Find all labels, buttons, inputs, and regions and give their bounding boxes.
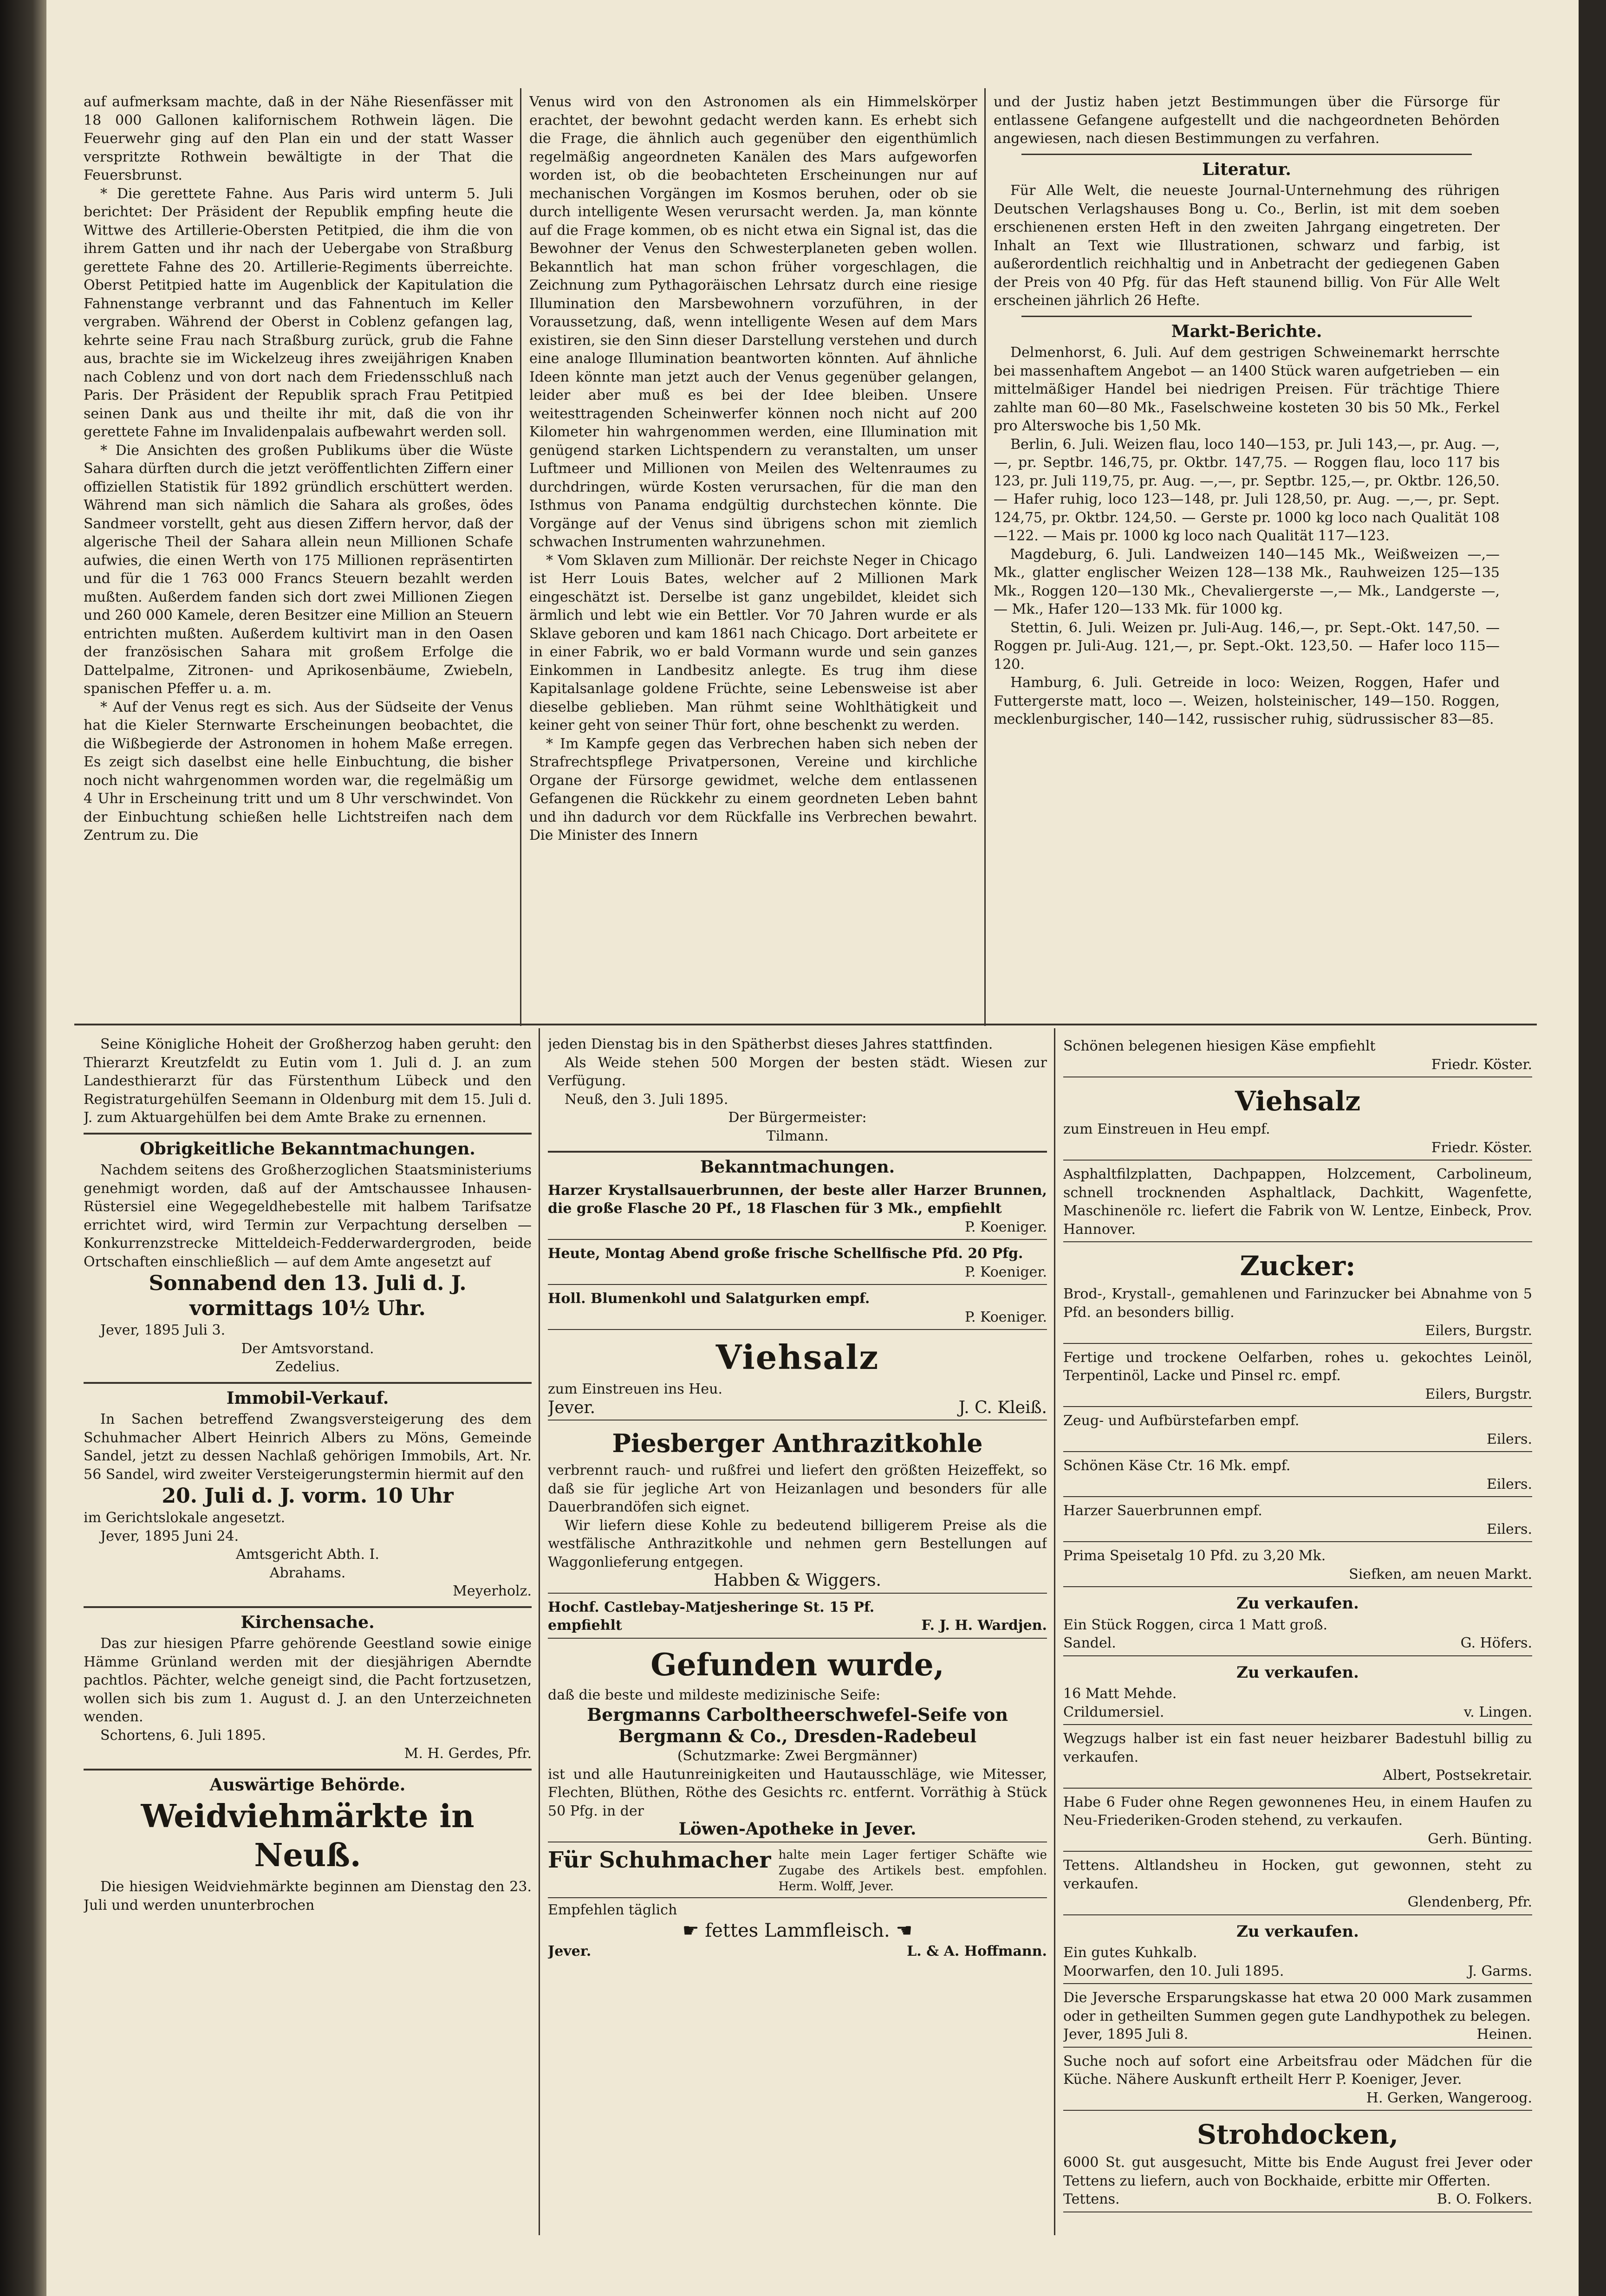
ad-footer [548,1942,1047,1961]
ad-text: Brod-, Krystall-, gemahlenen und Farinzucker bei Abnahme von 5 Pfd. an besonders billig. [1063,1286,1532,1321]
article-venus: * Auf der Venus regt es sich. Aus der Südseite der Venus hat die Kieler Sternwarte Erscheinungen beobachtet, die die Wißbegierde der Astronomen in hohem Maße erregen. Es zeigt sich daselbst eine helle Einbuchtung, die bisher noch nicht wahrgenommen worden war, die regelmäßig um 4 Uhr in Erscheinung tritt und um 8 Uhr verschwindet. Von der Einbuchtung schießen helle Lichtstreifen nach dem Zentrum zu. Die [84,699,513,843]
bottom-column-1 [84,1035,532,2251]
immobil-text: In Sachen betreffend Zwangsversteigerung des dem Schuhmacher Albert Heinrich Albers zu Möns, Gemeinde Sandel, jetzt zu dessen Nachlaß gehörigen Immobils, Art. Nr. 56 Sandel, wird zweiter Versteigerungstermin hiermit auf den [84,1411,532,1483]
ad-text: 16 Matt Mehde. [1063,1686,1177,1702]
kirchensache-sign: M. H. Gerdes, Pfr. [404,1745,532,1762]
ad-text: Schönen belegenen hiesigen Käse empfiehlt [1063,1038,1376,1054]
auswaertige-heading: Auswärtige Behörde. [209,1775,406,1795]
ad-heading: Viehsalz [715,1337,879,1377]
ad-blumenkohl [548,1288,1047,1330]
article-sklaven-millionaer: * Vom Sklaven zum Millionär. Der reichste Neger in Chicago ist Herr Louis Bates, welcher auf 2 Millionen Mark eingeschätzt ist. Derselbe ist ganz ungebildet, kleidet sich ärmlich und lebt wie ein Bettler. Vor 70 Jahren wurde er als Sklave geboren und kam 1861 nach Chicago. Dort arbeitete er in einer Fabrik, wo er bald Vormann wurde und sein ganzes Einkommen in Landbesitz anlegte. Es trug ihm diese Kapitalsanlage goldene Früchte, seine Lebensweise ist aber dieselbe geblieben. Man rühmt seine Wohlthätigkeit und keiner geht von seiner Thür fort, ohne beschenkt zu werden. [529,552,977,733]
ad-place: Jever. [548,1943,592,1959]
ad-footer [1063,1830,1532,1848]
classified-ad [1063,1987,1532,2048]
ad-sign: Eilers, Burgstr. [1425,1386,1532,1402]
classified-ad [1063,1728,1532,1789]
literatur-heading: Literatur. [1202,159,1291,179]
ad-sign: Glendenberg, Pfr. [1407,1894,1532,1910]
top-column-2 [529,93,977,1021]
classified-ad [1063,1590,1532,1656]
ad-footer [1063,2025,1532,2044]
ad-sign: Friedr. Köster. [1431,1139,1532,1156]
bekanntmachungen-heading: Bekanntmachungen. [700,1157,895,1177]
kirchensache-text: Das zur hiesigen Pfarre gehörende Geestland sowie einige Hämme Grünland werden mit der diesjährigen Aberndte pachtlos. Pächter, welche geneigt sind, die Pacht fortzusetzen, wollen sich bis zum 1. August d. J. an den Unterzeichneten wenden. [84,1635,532,1725]
separator [84,1606,532,1608]
classified-ad [1063,1918,1532,1985]
obrigkeitliche-sign: Der Amtsvorstand. [241,1340,374,1357]
classified-ad [1063,1347,1532,1407]
weidvieh-cont: jeden Dienstag bis in den Spätherbst dieses Jahres stattfinden. [548,1036,993,1052]
article-gerettete-fahne: * Die gerettete Fahne. Aus Paris wird unterm 5. Juli berichtet: Der Präsident der Republik empfing heute die Wittwe des Artillerie-Obersten Petitpied, die ihm die von ihrem Gatten und ihr nach der Uebergabe von Straßburg gerettete Fahne des 20. Artillerie-Regiments überreichte. Oberst Petitpied hatte im Augenblick der Kapitulation die Fahnenstange verbrannt und das Fahnentuch im Keller vergraben. Während der Oberst in Coblenz gefangen lag, kehrte seine Frau nach Straßburg zurück, grub die Fahne aus, brachte sie im Wickelzeug ihres zweijährigen Knaben nach Coblenz und von dort nach dem Friedensschluß nach Paris. Der Präsident der Republik sprach Frau Petitpied seinen Dank aus und theilte ihr mit, daß die von ihr gerettete Fahne im Invalidenpalais aufbewahrt werden soll. [84,185,513,440]
ad-shop: Löwen-Apotheke in Jever. [678,1819,917,1839]
ad-sign: P. Koeniger. [964,1309,1047,1325]
immobil-text-2: im Gerichtslokale angesetzt. [84,1510,286,1526]
ad-footer [1063,1322,1532,1340]
ad-heading: Für Schuhmacher [548,1847,771,1873]
ad-place: Tettens. [1063,2191,1120,2207]
ad-subheading: Zu verkaufen. [1236,1922,1359,1941]
weidviehmaerkte-heading: Weidviehmärkte in Neuß. [141,1798,475,1874]
ad-sign: Eilers. [1486,1521,1532,1537]
newspaper-page [46,0,1579,2296]
separator [548,1151,1047,1153]
ad-trademark: (Schutzmarke: Zwei Bergmänner) [677,1748,918,1764]
ad-sign: L. & A. Hoffmann. [907,1943,1047,1959]
top-column-3 [994,93,1500,1021]
pointing-hand-icon: ☛ [682,1920,699,1941]
classified-ad [1063,1035,1532,1077]
markt-heading: Markt-Berichte. [1171,321,1322,341]
column-rule [1054,1028,1055,2235]
immobil-heading: Immobil-Verkauf. [226,1388,389,1408]
weidvieh-sign-name: Tilmann. [766,1128,829,1144]
ad-text-2: Wir liefern diese Kohle zu bedeutend billigerem Preise als die westfälische Anthrazitkohle und nehmen gern Bestellungen auf Waggonlieferung entgegen. [548,1517,1047,1570]
ad-heading: Piesberger Anthrazitkohle [612,1428,983,1458]
classified-ad [1063,1455,1532,1497]
ad-text: Fertige und trockene Oelfarben, rohes u. gekochtes Leinöl, Terpentinöl, Lacke und Pinsel rc. empf. [1063,1349,1532,1384]
ad-sign: Albert, Postsekretair. [1383,1767,1532,1784]
markt-magdeburg: Magdeburg, 6. Juli. Landweizen 140—145 Mk., Weißweizen —,— Mk., glatter englischer Weizen 128—138 Mk., Rauhweizen 125—135 Mk., Roggen 120—130 Mk., Chevaliergerste —,— Mk., Landgerste —,— Mk., Hafer 120—133 Mk. für 1000 kg. [994,546,1500,617]
classified-ad [1063,2114,1532,2212]
ad-footer [1063,1520,1532,1539]
ad-brand: Bergmanns Carboltheerschwefel-Seife von Bergmann & Co., Dresden-Radebeul [586,1704,1008,1746]
classified-ad [1063,1659,1532,1725]
ad-text: Schönen Käse Ctr. 16 Mk. empf. [1063,1458,1291,1474]
ad-place: Jever, 1895 Juli 8. [1063,2026,1189,2043]
pointing-hand-icon: ☚ [896,1920,913,1941]
ad-text: 6000 St. gut ausgesucht, Mitte bis Ende August frei Jever oder Tettens zu liefern, auch von Bockhaide, erbitte mir Offerten. [1063,2154,1532,2189]
ad-footer [1063,1634,1532,1653]
classified-ad [1063,1545,1532,1587]
ad-text: Die Jeversche Ersparungskasse hat etwa 20 000 Mark zusammen oder in getheilten Summen gegen gute Landhypothek zu belegen. [1063,1990,1532,2024]
ad-footer [1063,1703,1532,1722]
classified-ad [1063,1080,1532,1161]
ad-text: Ein Stück Roggen, circa 1 Matt groß. [1063,1616,1328,1633]
ad-text: Suche noch auf sofort eine Arbeitsfrau oder Mädchen für die Küche. Nähere Auskunft ertheilt Herr P. Koeniger, Jever. [1063,2053,1532,2088]
article-sahara: * Die Ansichten des großen Publikums über die Wüste Sahara dürften durch die jetzt veröffentlichten Ziffern einer offiziellen Statistik für 1892 gründlich erschüttert werden. Während man sich nämlich die Sahara als großes, ödes Sandmeer vorstellt, geht aus diesen Ziffern hervor, daß der algerische Theil der Sahara allein neun Millionen Schafe aufwies, die einen Werth von 175 Millionen repräsentirten und für die 1 763 000 Francs Steuern bezahlt werden mußten. Außerdem fanden sich dort zwei Millionen Ziegen und 260 000 Kamele, deren Besitzer eine Million an Steuern entrichten mußten. Außerdem kultivirt man in den Oasen der französischen Sahara mit großem Erfolge die Dattelpalme, Zitronen- und Aprikosenbäume, Zwiebeln, spanischen Pfeffer u. a. m. [84,442,513,697]
ad-text: Zeug- und Aufbürstefarben empf. [1063,1413,1300,1429]
ad-place: Moorwarfen, den 10. Juli 1895. [1063,1963,1284,1979]
ad-heading: Zucker: [1240,1250,1356,1282]
ad-text: Heute, Montag Abend große frische Schellfische Pfd. 20 Pfg. [548,1245,1023,1262]
classified-ads [1063,1035,1532,2212]
markt-delmenhorst: Delmenhorst, 6. Juli. Auf dem gestrigen Schweinemarkt herrschte bei massenhaftem Angebot — an 1400 Stück waren aufgetrieben — ein mittelmäßiger Handel bei niedrigen Preisen. Für trächtige Thiere zahlte man 60—80 Mk., Faselschweine kosteten 30 bis 50 Mk., Ferkel pro Alterswoche bis 1,50 Mk. [994,344,1500,434]
article-text: auf aufmerksam machte, daß in der Nähe Riesenfässer mit 18 000 Gallonen kalifornischem Rothwein lägen. Die Feuerwehr ging auf den Plan ein und der statt Wasser verspritzte Rothwein bewältigte in der That die Feuersbrunst. [84,94,513,183]
ad-text: Ein gutes Kuhkalb. [1063,1945,1197,1961]
ad-heading-row [548,1919,1047,1942]
column-rule [539,1028,540,2235]
ad-footer [1063,1893,1532,1912]
ad-sign: J. Garms. [1468,1963,1532,1979]
obrigkeitliche-date: Sonnabend den 13. Juli d. J. vormittags 10½ Uhr. [149,1271,467,1320]
ad-schellfische [548,1243,1047,1285]
ad-footer [1063,1565,1532,1584]
literatur-text: Für Alle Welt, die neueste Journal-Unternehmung des rührigen Deutschen Verlagshauses Bong u. Co., Berlin, ist mit dem soeben erschienenen ersten Heft in den zweiten Jahrgang eingetreten. Der Inhalt an Text wie Illustrationen, schwarz und farbig, ist außerordentlich reichhaltig und in Anbetracht der gediegenen Gaben der Preis von 40 Pfg. für das Heft staunend billig. Von Für Alle Welt erscheinen jährlich 26 Hefte. [994,182,1500,309]
classified-ad [1063,1791,1532,1852]
book-spine [0,0,46,2296]
immobil-place: Jever, 1895 Juni 24. [100,1528,239,1544]
markt-berlin: Berlin, 6. Juli. Weizen flau, loco 140—153, pr. Juli 143,—, pr. Aug. —,—, pr. Septbr. 146,75, pr. Oktbr. 147,75. — Roggen flau, loco 117 bis 123, pr. Juli 119,75, pr. Aug. —,—, pr. Septbr. 125,—, pr. Oktbr. 126,50. — Hafer ruhig, loco 123—148, pr. Juli 128,50, pr. Aug. —,—, pr. Sept. 124,75, pr. Oktbr. 124,50. — Gerste pr. 1000 kg loco nach Qualität 108—122. — Mais pr. 1000 kg loco nach Qualität 117—123. [994,436,1500,544]
ad-text: Holl. Blumenkohl und Salatgurken empf. [548,1291,870,1307]
ad-sign: B. O. Folkers. [1437,2191,1532,2207]
ad-footer [1063,1385,1532,1404]
separator [84,1133,532,1135]
classified-ad [1063,1245,1532,1344]
ad-text: zum Einstreuen ins Heu. [548,1381,723,1397]
ad-sign: Eilers, Burgstr. [1425,1323,1532,1339]
ad-sign: P. Koeniger. [964,1219,1047,1235]
weidvieh-sign: Der Bürgermeister: [728,1109,867,1126]
ad-sign: v. Lingen. [1463,1704,1532,1720]
ad-text: halte mein Lager fertiger Schäfte wie Zugabe des Artikels best. empfohlen. Herm. Wolff, Jever. [778,1848,1047,1894]
ad-footer [548,1616,1047,1635]
weidviehmaerkte-text: Die hiesigen Weidviehmärkte beginnen am Dienstag den 23. Juli und werden ununterbrochen [84,1879,532,1913]
ad-sign: Gerh. Bünting. [1428,1830,1532,1847]
ad-heading: Viehsalz [1235,1085,1361,1117]
bottom-column-2 [548,1035,1047,2251]
separator [1021,316,1472,317]
ad-sign: Eilers. [1486,1431,1532,1447]
ad-subheading: Zu verkaufen. [1236,1663,1359,1682]
classified-ad [1063,2050,1532,2111]
ad-sign: H. Gerken, Wangeroog. [1366,2089,1532,2106]
ad-footer [1063,1139,1532,1157]
weidvieh-place: Neuß, den 3. Juli 1895. [565,1091,728,1108]
article-venus-cont: Venus wird von den Astronomen als ein Himmelskörper erachtet, der bewohnt gedacht werden kann. Es erhebt sich die Frage, die ähnlich auch gegenüber den eigenthümlich regelmäßig angeordneten Kanälen des Mars aufgeworfen worden ist, ob die beobachteten Erscheinungen nur auf mechanischen Vorgängen im Kosmos beruhen, oder ob sie durch intelligente Wesen verursacht werden. Ja, man könnte auf die Frage kommen, ob es nicht etwa ein Signal ist, das die Bewohner der Venus den Schwesterplaneten geben wollen. Bekanntlich hat man schon früher vorgeschlagen, die Zeichnung zum Pythagoräischen Lehrsatz durch eine riesige Illumination den Marsbewohnern vorzuführen, in der Voraussetzung, daß, wenn intelligente Wesen auf dem Mars existiren, sie den Sinn dieser Darstellung verstehen und durch eine analoge Illumination beantworten könnten. Auf ähnliche Ideen könnte man jetzt auch der Venus gegenüber gelangen, leider aber muß es bei der Idee bleiben. Unsere weitesttragenden Scheinwerfer können noch nicht auf 200 Kilometer hin wahrgenommen werden, eine Illumination mit genügend starken Lichtspendern zu veranstalten, um unser Luftmeer und Millionen von Meilen des Weltenraumes zu durchdringen, würde Kosten verursachen, für die man den Isthmus von Panama endgültig durchstechen könnte. Die Vorgänge auf der Venus sind übrigens schon mit ziemlich schwachen Instrumenten wahrzunehmen. [529,94,977,550]
ad-text: verbrennt rauch- und rußfrei und liefert den größten Heizeffekt, so daß sie für jegliche Art von Heizanlagen und besonders für alle Dauerbrandöfen sich eignet. [548,1462,1047,1515]
separator [84,1382,532,1384]
ad-bergmanns-seife [548,1641,1047,1842]
immobil-date: 20. Juli d. J. vorm. 10 Uhr [162,1484,454,1508]
column-rule [984,88,986,1026]
ad-heading: Gefunden wurde, [650,1646,944,1683]
top-column-1 [84,93,513,1021]
hoheit-notice: Seine Königliche Hoheit der Großherzog haben geruht: den Thierarzt Kreutzfeldt zu Eutin vom 1. Juli d. J. an zum Landesthierarzt für das Fürstenthum Lübeck und den Registraturgehülfen Seemann in Oldenburg mit dem 15. Juli d. J. zum Aktuargehülfen bei dem Amte Brake zu ernennen. [84,1036,532,1126]
obrigkeitliche-sign-name: Zedelius. [275,1359,340,1375]
ad-place: Jever. [548,1398,596,1417]
ad-text: zum Einstreuen in Heu empf. [1063,1121,1270,1137]
ad-sign: F. J. H. Wardjen. [921,1617,1047,1634]
kirchensache-place: Schortens, 6. Juli 1895. [100,1727,266,1744]
ad-schuhmacher [548,1845,1047,1898]
ad-text: Tettens. Altlandsheu in Hocken, gut gewonnen, steht zu verkaufen. [1063,1857,1532,1892]
ad-castlebay [548,1596,1047,1639]
section-rule [74,1024,1537,1025]
separator [84,1769,532,1771]
weidvieh-cont-2: Als Weide stehen 500 Morgen der besten städt. Wiesen zur Verfügung. [548,1054,1047,1089]
ad-footer [1063,1766,1532,1785]
ad-text: Harzer Sauerbrunnen empf. [1063,1503,1262,1519]
ad-text-2: empfiehlt [548,1617,622,1634]
ad-text: Habe 6 Fuder ohne Regen gewonnenes Heu, in einem Haufen zu Neu-Friederiken-Groden stehend, zu verkaufen. [1063,1794,1532,1829]
ad-text: Wegzugs halber ist ein fast neuer heizbarer Badestuhl billig zu verkaufen. [1063,1731,1532,1765]
markt-hamburg: Hamburg, 6. Juli. Getreide in loco: Weizen, Roggen, Hafer und Futtergerste matt, loco —. Weizen, holsteinischer, 149—150. Roggen, mecklenburgischer, 140—142, russischer ruhig, südrussischer 83—85. [994,675,1500,727]
ad-text: Hochf. Castlebay-Matjesheringe St. 15 Pf. [548,1599,875,1615]
ad-footer [1063,1475,1532,1494]
column-rule [520,88,521,1026]
ad-heading: Strohdocken, [1196,2119,1399,2150]
ad-sign: Eilers. [1486,1476,1532,1492]
obrigkeitliche-heading: Obrigkeitliche Bekanntmachungen. [140,1139,475,1159]
ad-sign: Siefken, am neuen Markt. [1349,1566,1532,1583]
ad-footer [548,1399,1047,1417]
classified-ad [1063,1410,1532,1452]
ad-footer [1063,2089,1532,2108]
bottom-column-3 [1063,1035,1532,2251]
ad-place: Sandel. [1063,1635,1116,1651]
immobil-sign-name: Abrahams. [269,1564,346,1581]
article-verbrechen-cont: und der Justiz haben jetzt Bestimmungen über die Fürsorge für entlassene Gefangene aufgestellt und die nachgeordneten Behörden angewiesen, nach diesen Bestimmungen zu verfahren. [994,94,1500,147]
article-verbrechen: * Im Kampfe gegen das Verbrechen haben sich neben der Strafrechtspflege Privatpersonen, Vereine und kirchliche Organe der Fürsorge gewidmet, welche dem entlassenen Gefangenen die Rückkehr zu einem geordneten Leben bahnt und ihn dadurch vor dem Rückfalle ins Verbrechen bewahrt. Die Minister des Innern [529,735,977,843]
ad-text-2: ist und alle Hautunreinigkeiten und Hautausschläge, wie Mitesser, Flechten, Blüthen, Röthe des Gesichts rc. entfernt. Vorräthig à Stück 50 Pfg. in der [548,1766,1047,1819]
ad-footer [1063,1056,1532,1074]
kirchensache-heading: Kirchensache. [241,1612,375,1632]
separator [1021,154,1472,155]
markt-stettin: Stettin, 6. Juli. Weizen pr. Juli-Aug. 146,—, pr. Sept.-Okt. 147,50. — Roggen pr. Juli-Aug. 121,—, pr. Sept.-Okt. 123,50. — Hafer loco 115—120. [994,619,1500,673]
ad-sign: Heinen. [1476,2026,1532,2043]
ad-heading: fettes Lammfleisch. [705,1920,890,1941]
ad-harzer [548,1180,1047,1240]
ad-footer [1063,1430,1532,1449]
immobil-sign-name-2: Meyerholz. [453,1583,532,1599]
ad-footer [1063,1962,1532,1981]
immobil-sign: Amtsgericht Abth. I. [236,1546,379,1563]
ad-sign: J. C. Kleiß. [958,1398,1047,1417]
ad-footer [1063,2190,1532,2209]
ad-place: Crildumersiel. [1063,1704,1164,1720]
obrigkeitliche-place: Jever, 1895 Juli 3. [100,1322,226,1338]
ad-sign: P. Koeniger. [964,1264,1047,1280]
classified-ad [1063,1163,1532,1242]
obrigkeitliche-text: Nachdem seitens des Großherzoglichen Staatsministeriums genehmigt worden, daß auf der Amtschaussee Inhausen-Rüstersiel eine Wegegeldhebestelle mit halbem Tarifsatze errichtet wird, wird Termin zur Verpachtung derselben — Konkurrenzstrecke Mitteldeich-Fedderwardergroden, beide Ortschaften einschließlich — auf dem Amte angesetzt auf [84,1162,532,1270]
ad-piesberger [548,1423,1047,1594]
ad-sign: Friedr. Köster. [1431,1056,1532,1073]
ad-sign: Habben & Wiggers. [714,1571,881,1590]
ad-text: Harzer Krystallsauerbrunnen, der beste aller Harzer Brunnen, die große Flasche 20 Pf., 18 Flaschen für 3 Mk., empfiehlt [548,1182,1047,1217]
classified-ad [1063,1855,1532,1915]
ad-text: Prima Speisetalg 10 Pfd. zu 3,20 Mk. [1063,1548,1326,1564]
ad-lammfleisch [548,1901,1047,1961]
ad-text: Empfehlen täglich [548,1901,677,1918]
ad-sign: G. Höfers. [1460,1635,1532,1651]
ad-viehsalz [548,1333,1047,1420]
ad-text: daß die beste und mildeste medizinische Seife: [548,1686,881,1703]
ad-text: Asphaltfilzplatten, Dachpappen, Holzcement, Carbolineum, schnell trocknenden Asphaltlack, Dachkitt, Wagenfette, Maschinenöle rc. liefert die Fabrik von W. Lentze, Einbeck, Prov. Hannover. [1063,1166,1532,1238]
classified-ad [1063,1500,1532,1542]
ad-subheading: Zu verkaufen. [1236,1594,1359,1613]
